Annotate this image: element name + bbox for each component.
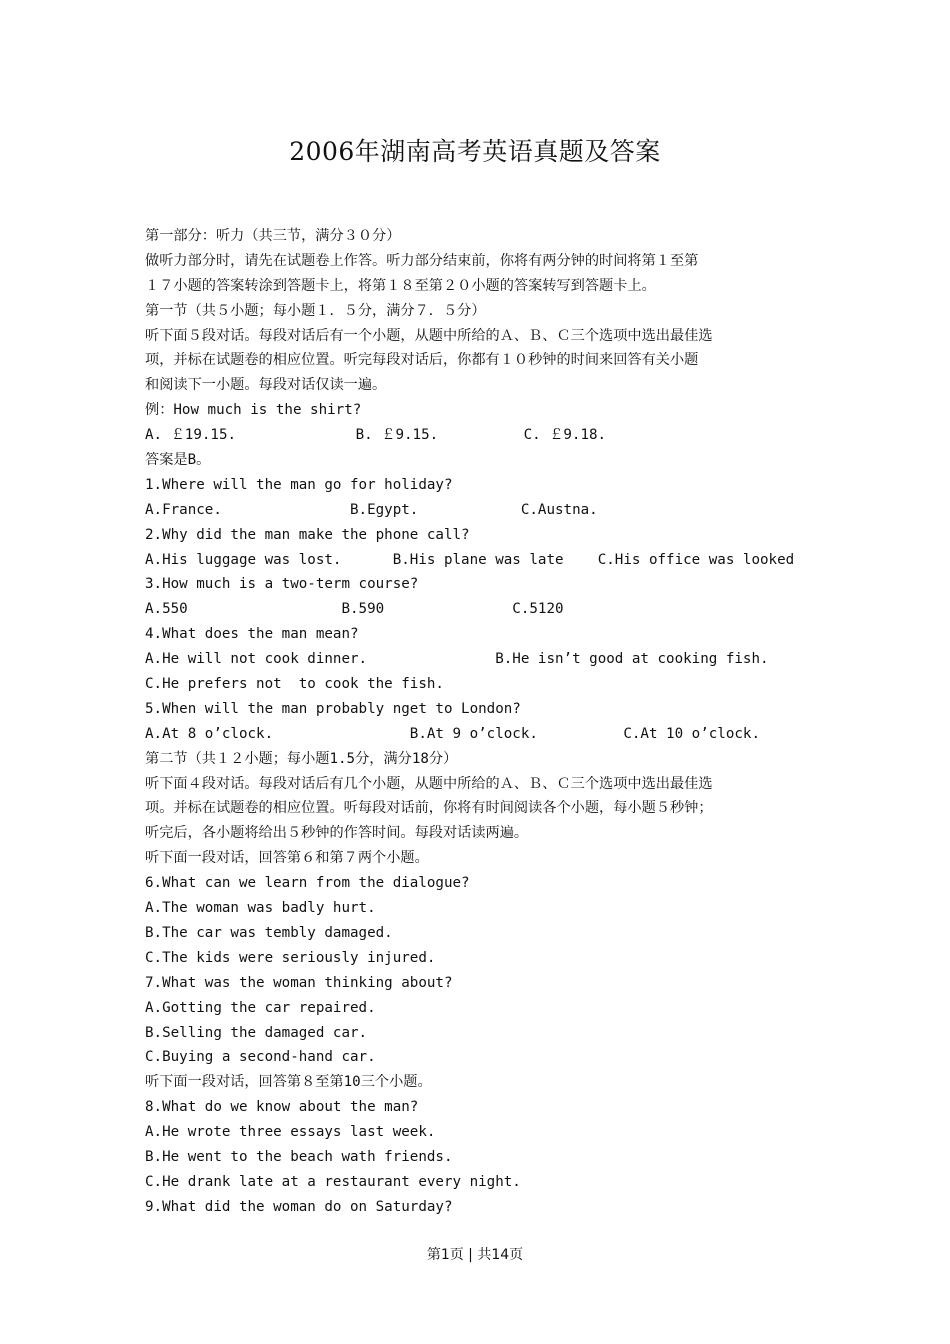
text-line: 2.Why did the man make the phone call?	[145, 526, 470, 543]
text-line: A.He will not cook dinner. B.He isn’t good at cooking fish.	[145, 651, 769, 668]
text-line: C.The kids were seriously injured.	[145, 949, 436, 966]
text-line: 听下面一段对话，回答第８至第10三个小题。	[145, 1074, 432, 1091]
text-line: 第一部分：听力（共三节，满分３０分）	[145, 228, 401, 244]
text-line: 5.When will the man probably nget to London?	[145, 700, 521, 717]
text-line: 9.What did the woman do on Saturday?	[145, 1198, 453, 1215]
text-line: A.550 B.590 C.5120	[145, 601, 564, 618]
text-line: 6.What can we learn from the dialogue?	[145, 875, 470, 892]
text-line: A.His luggage was lost. B.His plane was late C.His office was looked	[145, 551, 795, 568]
text-line: 第一节（共５小题；每小题１．５分，满分７．５分）	[145, 302, 486, 319]
text-line: 听下面４段对话。每段对话后有几个小题，从题中所给的Ａ、Ｂ、Ｃ三个选项中选出最佳选	[145, 775, 713, 792]
text-line: B.Selling the damaged car.	[145, 1024, 368, 1041]
text-line: 听下面一段对话，回答第６和第７两个小题。	[145, 850, 429, 867]
text-line: 1.Where will the man go for holiday?	[145, 476, 453, 493]
text-line: A.Gotting the car repaired.	[145, 999, 376, 1016]
text-line: C.He prefers not to cook the fish.	[145, 676, 444, 693]
text-line: B.The car was tembly damaged.	[145, 924, 393, 941]
text-line: 项，并标在试题卷的相应位置。听完每段对话后，你都有１０秒钟的时间来回答有关小题	[145, 352, 699, 369]
page-footer: 第1页 | 共14页	[426, 1247, 524, 1263]
text-line: C.Buying a second-hand car.	[145, 1049, 376, 1066]
text-line: 例：How much is the shirt?	[145, 402, 362, 419]
text-line: 3.How much is a two-term course?	[145, 576, 419, 593]
text-line: 和阅读下一小题。每段对话仅读一遍。	[145, 377, 387, 394]
text-line: A.The woman was badly hurt.	[145, 900, 376, 917]
text-line: A.At 8 o’clock. B.At 9 o’clock. C.At 10 o’clock.	[145, 725, 760, 742]
text-line: A.France. B.Egypt. C.Austna.	[145, 501, 598, 518]
document-title: 2006年湖南高考英语真题及答案	[289, 137, 661, 166]
text-line: A.He wrote three essays last week.	[145, 1124, 436, 1141]
text-line: 8.What do we know about the man?	[145, 1099, 419, 1116]
text-line: 答案是B。	[145, 452, 211, 469]
text-line: 听完后，各小题将给出５秒钟的作答时间。每段对话读两遍。	[145, 825, 529, 842]
text-line: １７小题的答案转涂到答题卡上，将第１８至第２０小题的答案转写到答题卡上。	[145, 277, 656, 294]
text-line: A. ￡19.15. B. ￡9.15. C. ￡9.18.	[145, 427, 607, 444]
document-body	[145, 224, 835, 1220]
text-line: 做听力部分时，请先在试题卷上作答。听力部分结束前，你将有两分钟的时间将第１至第	[145, 252, 699, 269]
text-line: C.He drank late at a restaurant every night.	[145, 1173, 521, 1190]
text-line: 7.What was the woman thinking about?	[145, 974, 453, 991]
text-line: 听下面５段对话。每段对话后有一个小题，从题中所给的Ａ、Ｂ、Ｃ三个选项中选出最佳选	[145, 327, 713, 344]
text-line: B.He went to the beach wath friends.	[145, 1148, 453, 1165]
text-line: 第二节（共１２小题；每小题1.5分，满分18分）	[145, 750, 458, 767]
text-line: 项。并标在试题卷的相应位置。听每段对话前，你将有时间阅读各个小题，每小题５秒钟；	[145, 800, 713, 817]
text-line: 4.What does the man mean?	[145, 626, 359, 643]
